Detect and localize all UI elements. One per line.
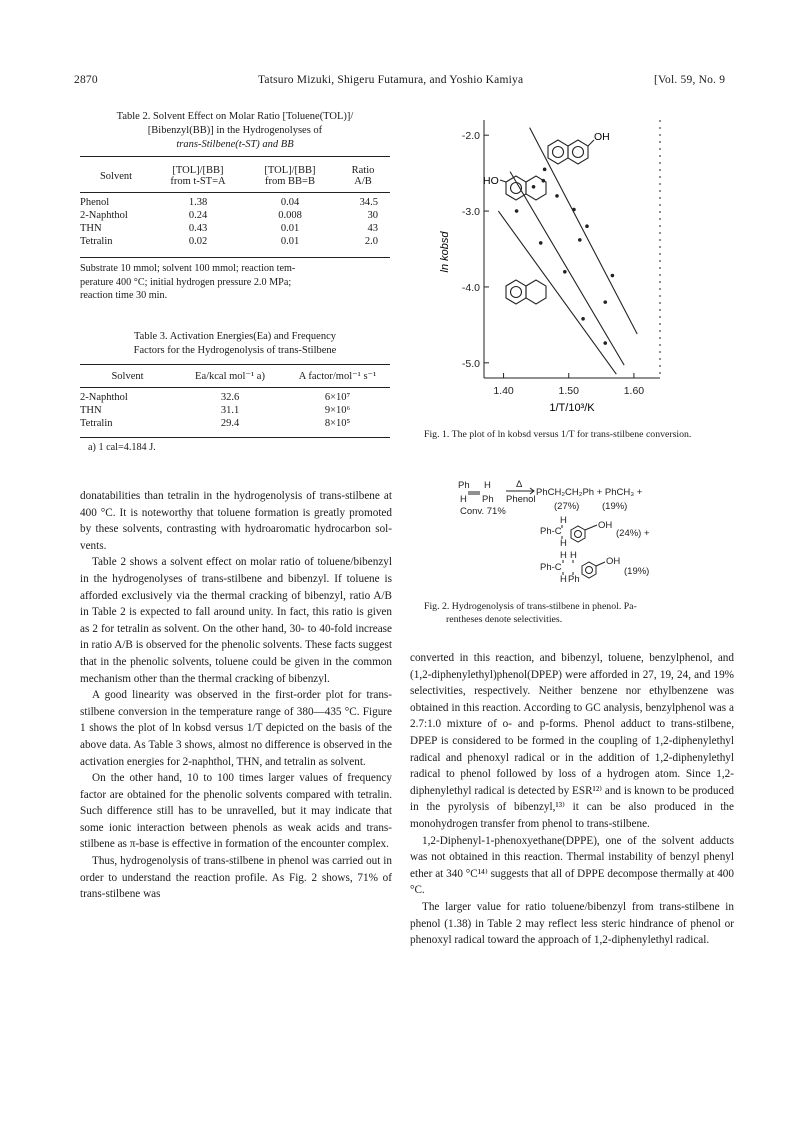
table2 [80, 162, 390, 248]
selectivity-dpep: (19%) [624, 566, 650, 577]
table2-bottom-rule [80, 257, 390, 258]
paragraph: converted in this reaction, and bibenzyl, toluene, benzylphenol, and (1,2-diphenylethyl)phenol(DPEP) were afforded in 27, 19, 24, and 19% selectivities, respectively. Neither benzene nor ethylbenzene was obtained in this reaction. According to GC analysis, benzylphenol was a 2.7:1.0 mixture of o- and p-forms. Phenol adduct to trans-stilbene, DPEP is considered to be formed in the coupling of 1,2-diphenylethyl radical and phenoxyl radical or in the addition of 1,2-diphenylethyl radical to phenol followed by loss of a hydrogen atom. Since 1,2-diphenylethyl radical is detected by ESR¹²⁾ and is known to be produced in the pyrolysis of bibenzyl,¹³⁾ it can be also produced in the monohydrogen transfer from phenol to trans-stilbene. [410, 652, 734, 830]
t2-header-ratio: Ratio A/B [351, 165, 375, 187]
x-tick-label: 1.50 [558, 385, 579, 397]
benzylphenol-oh: OH [598, 520, 613, 531]
y-axis-label: ln kobsd [439, 231, 451, 273]
stilbene-ph-1: Ph [458, 480, 470, 491]
table-row: THN 0.43 0.01 43 [80, 223, 378, 234]
fit-line [530, 128, 638, 334]
paragraph: Thus, hydrogenolysis of trans-stilbene in phenol was carried out in order to understand the reaction profile. As Fig. 2 shows, 71% of trans-stilbene was [80, 855, 392, 901]
thn-structure [500, 176, 546, 200]
left-column-text [80, 488, 392, 903]
table2-caption-line1: Table 2. Solvent Effect on Molar Ratio [Toluene(TOL)]/ [116, 111, 354, 122]
selectivity-bibenzyl: (27%) [554, 501, 580, 512]
figure1-plot [430, 110, 750, 420]
figure2-scheme [430, 476, 720, 594]
table-row: THN 31.1 9×10⁶ [80, 405, 351, 416]
naphthol-structure [548, 140, 594, 164]
y-tick-label: -5.0 [461, 357, 480, 370]
dpep-h-1: H [560, 550, 567, 561]
table2-caption-line2: [Bibenzyl(BB)] in the Hydrogenolyses of [147, 125, 323, 136]
conversion-label: Conv. 71% [460, 506, 506, 517]
table2-caption-line3: trans-Stilbene(t-ST) and BB [176, 139, 294, 150]
fit-line [498, 211, 616, 374]
table-row: Tetralin 29.4 8×10⁵ [80, 418, 351, 429]
x-tick-label: 1.60 [623, 385, 645, 397]
table-row: Phenol 1.38 0.04 34.5 [80, 197, 378, 208]
benzylphenol-phc: Ph-C [540, 526, 562, 537]
figure1-caption: Fig. 1. The plot of ln kobsd versus 1/T for trans-stilbene conversion. [424, 429, 692, 440]
x-tick-label: 1.40 [493, 385, 514, 397]
table-row: Tetralin 0.02 0.01 2.0 [80, 236, 378, 247]
table2-header-rule [80, 192, 390, 193]
tetralin-structure [506, 280, 546, 304]
y-tick-label: -4.0 [461, 281, 480, 294]
data-point [578, 238, 582, 242]
volume-info: [Vol. 59, No. 9 [654, 74, 726, 86]
data-point [539, 241, 543, 245]
dpep-phc: Ph-C [540, 562, 562, 573]
selectivity-toluene: (19%) [602, 501, 628, 512]
data-point [572, 208, 576, 212]
data-point [581, 317, 585, 321]
data-point [515, 209, 519, 213]
data-point [603, 341, 607, 345]
t3-header-solvent: Solvent [111, 370, 144, 382]
paragraph: Table 2 shows a solvent effect on molar ratio of toluene/bibenzyl in the hydrogenolyses of trans-stilbene and bibenzyl. If toluene is afforded exclusively via the thermal cracking of bibenzyl, ratio A/B in Table 2 is expected to fall around unity. In fact, this ratio is given as 2 for tetralin as solvent. On the other hand, 30- to 40-fold increase in ratio A/B is observed for the phenolic solvents. These facts suggest that in the phenolic solvents, toluene could be given in the common mechanism other than the thermal cracking of bibenzyl. [80, 556, 392, 685]
right-column-text [410, 650, 734, 949]
table-row: 2-Naphthol 32.6 6×10⁷ [80, 392, 351, 403]
paragraph: On the other hand, 10 to 100 times larger values of frequency factor are obtained for the phenolic solvents compared with tetralin. Such difference still has to be unravelled, but it may indicate that some ionic interaction between phenols as weak acids and trans-stilbene as π-base is effective in formation of the encounter complex. [80, 772, 392, 851]
dpep-h-2: H [570, 550, 577, 561]
data-point [563, 270, 567, 274]
t2-header-solvent: Solvent [99, 170, 133, 182]
stilbene-ph-2: Ph [482, 494, 494, 505]
running-header-authors: Tatsuro Mizuki, Shigeru Futamura, and Yoshio Kamiya [258, 74, 524, 86]
y-tick-label: -2.0 [461, 130, 480, 143]
dpep-h-3: H [560, 574, 567, 585]
thn-ho-label: HO [483, 175, 499, 187]
table3-bottom-rule [80, 437, 390, 438]
products-line: PhCH₂CH₂Ph + PhCH₃ + [536, 487, 643, 498]
page-number: 2870 [74, 74, 98, 86]
table2-caption [70, 110, 400, 152]
data-point [543, 168, 547, 172]
table3-top-rule [80, 364, 390, 365]
naphthol-oh-label: OH [594, 131, 610, 143]
table-row: 2-Naphthol 0.24 0.008 30 [80, 210, 378, 221]
table3-caption-line1: Table 3. Activation Energies(Ea) and Frequency [133, 331, 336, 342]
t2-header-b: [TOL]/[BB] from BB=B [264, 165, 316, 187]
x-axis-label: 1/T/10³/K [549, 402, 595, 414]
t3-header-a: A factor/mol⁻¹ s⁻¹ [298, 370, 377, 382]
paragraph: donatabilities than tetralin in the hydrogenolysis of trans-stilbene at 400 °C. It is noteworthy that toluene formation is greatly promoted by these solvents, contrasting with hydroaromatic hydrocarbon sol-vents. [80, 490, 392, 552]
t3-header-ea: Ea/kcal mol⁻¹ a) [195, 370, 265, 382]
table3-header-rule [80, 387, 390, 388]
t2-header-a: [TOL]/[BB] from t-ST=A [170, 165, 226, 187]
stilbene-h-1: H [484, 480, 491, 491]
selectivity-benzylphenol: (24%) + [616, 528, 650, 539]
data-point [603, 300, 607, 304]
table3 [80, 368, 390, 430]
dpep-ph: Ph [568, 574, 580, 585]
heat-symbol: Δ [516, 479, 523, 490]
paragraph: A good linearity was observed in the first-order plot for trans-stilbene conversion in the temperature range of 380—435 °C. Figure 1 shows the plot of ln kobsd versus 1/T depicted on the basis of the above data. As Table 3 shows, almost no difference is observed in the activation energies for 2-naphthol, THN, and tetralin as solvent. [80, 689, 392, 768]
figure2-caption: Fig. 2. Hydrogenolysis of trans-stilbene in phenol. Pa- rentheses denote selectivities. [424, 601, 637, 625]
benzylphenol-h-top: H [560, 515, 567, 526]
dpep-oh: OH [606, 556, 621, 567]
paragraph: The larger value for ratio toluene/bibenzyl from trans-stilbene in phenol (1.38) in Table 2 may reflect less steric hindrance of phenol or phenoxyl radical toward the approach of 1,2-diphenylethyl radical. [410, 900, 734, 947]
paragraph: 1,2-Diphenyl-1-phenoxyethane(DPPE), one of the solvent adducts was not obtained in this reaction. Thermal instability of benzyl phenyl ether at 340 °C¹⁴⁾ suggests that all of DPPE decompose thermally at 400 °C. [410, 834, 734, 897]
data-point [555, 194, 559, 198]
data-point [585, 224, 589, 228]
stilbene-h-2: H [460, 494, 467, 505]
table3-caption-line2: Factors for the Hydrogenolysis of trans-Stilbene [133, 345, 337, 356]
table3-caption [70, 330, 400, 358]
table2-note: Substrate 10 mmol; solvent 100 mmol; reaction tem- perature 400 °C; initial hydrogen pressure 2.0 MPa; reaction time 30 min. [80, 263, 296, 301]
y-tick-label: -3.0 [461, 206, 480, 219]
data-point [532, 185, 536, 189]
benzylphenol-h-bottom: H [560, 538, 567, 549]
data-point [611, 274, 615, 278]
table2-top-rule [80, 156, 390, 157]
table3-footnote: a) 1 cal=4.184 J. [88, 442, 156, 453]
phenol-label: Phenol [506, 494, 536, 505]
